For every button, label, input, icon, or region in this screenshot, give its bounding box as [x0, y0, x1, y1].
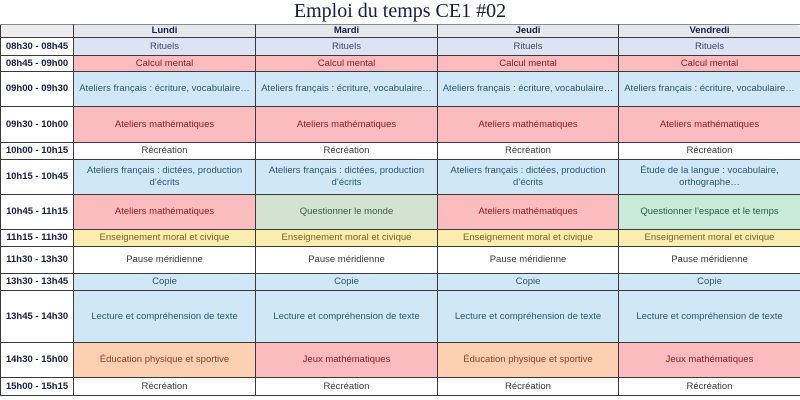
schedule-cell: Récréation — [619, 143, 800, 160]
table-row — [1, 230, 800, 247]
schedule-cell: Ateliers mathématiques — [74, 107, 256, 143]
schedule-cell: Récréation — [74, 378, 256, 396]
schedule-cell: Ateliers français : écriture, vocabulaire… — [619, 72, 800, 107]
schedule-cell: Éducation physique et sportive — [74, 343, 256, 378]
schedule-cell: Enseignement moral et civique — [256, 230, 438, 247]
schedule-cell: Copie — [619, 274, 800, 291]
table-row — [1, 72, 800, 107]
header-vendredi: Vendredi — [619, 25, 800, 38]
header-lundi: Lundi — [74, 25, 256, 38]
time-slot: 13h30 - 13h45 — [1, 274, 74, 291]
schedule-cell: Copie — [438, 274, 619, 291]
schedule-cell: Calcul mental — [256, 56, 438, 72]
header-corner — [1, 25, 74, 38]
schedule-cell: Rituels — [619, 38, 800, 56]
schedule-cell: Pause méridienne — [619, 247, 800, 274]
time-slot: 08h45 - 09h00 — [1, 56, 74, 72]
schedule-cell: Récréation — [438, 378, 619, 396]
time-slot: 14h30 - 15h00 — [1, 343, 74, 378]
schedule-cell: Éducation physique et sportive — [438, 343, 619, 378]
schedule-cell: Étude de la langue : vocabulaire, orthographe… — [619, 160, 800, 195]
table-row — [1, 143, 800, 160]
table-row — [1, 247, 800, 274]
time-slot: 10h15 - 10h45 — [1, 160, 74, 195]
schedule-cell: Ateliers français : écriture, vocabulaire… — [256, 72, 438, 107]
schedule-cell: Copie — [256, 274, 438, 291]
schedule-cell: Ateliers français : écriture, vocabulaire… — [438, 72, 619, 107]
schedule-cell: Ateliers français : dictées, production d’écrits — [256, 160, 438, 195]
schedule-cell: Ateliers français : dictées, production d’écrits — [74, 160, 256, 195]
schedule-cell: Enseignement moral et civique — [438, 230, 619, 247]
page-title: Emploi du temps CE1 #02 — [293, 0, 507, 22]
schedule-cell: Questionner le monde — [256, 195, 438, 230]
time-slot: 10h45 - 11h15 — [1, 195, 74, 230]
schedule-cell: Lecture et compréhension de texte — [438, 291, 619, 343]
schedule-cell: Ateliers français : écriture, vocabulaire… — [74, 72, 256, 107]
schedule-cell: Ateliers mathématiques — [438, 107, 619, 143]
schedule-cell: Calcul mental — [74, 56, 256, 72]
schedule-cell: Ateliers mathématiques — [256, 107, 438, 143]
time-slot: 09h00 - 09h30 — [1, 72, 74, 107]
schedule-cell: Récréation — [256, 378, 438, 396]
table-row — [1, 291, 800, 343]
time-slot: 08h30 - 08h45 — [1, 38, 74, 56]
table-row — [1, 160, 800, 195]
schedule-cell: Rituels — [438, 38, 619, 56]
schedule-cell: Calcul mental — [619, 56, 800, 72]
schedule-cell: Enseignement moral et civique — [619, 230, 800, 247]
schedule-cell: Récréation — [438, 143, 619, 160]
schedule-cell: Lecture et compréhension de texte — [619, 291, 800, 343]
table-row — [1, 274, 800, 291]
time-slot: 10h00 - 10h15 — [1, 143, 74, 160]
schedule-cell: Jeux mathématiques — [256, 343, 438, 378]
schedule-cell: Pause méridienne — [256, 247, 438, 274]
time-slot: 15h00 - 15h15 — [1, 378, 74, 396]
header-mardi: Mardi — [256, 25, 438, 38]
schedule-cell: Ateliers français : dictées, production d’écrits — [438, 160, 619, 195]
table-row — [1, 343, 800, 378]
table-row — [1, 378, 800, 396]
schedule-cell: Ateliers mathématiques — [619, 107, 800, 143]
schedule-cell: Questionner l’espace et le temps — [619, 195, 800, 230]
schedule-cell: Récréation — [256, 143, 438, 160]
schedule-cell: Rituels — [256, 38, 438, 56]
time-slot: 09h30 - 10h00 — [1, 107, 74, 143]
schedule-cell: Ateliers mathématiques — [438, 195, 619, 230]
table-row — [1, 195, 800, 230]
table-row — [1, 38, 800, 56]
table-row — [1, 107, 800, 143]
schedule-cell: Calcul mental — [438, 56, 619, 72]
time-slot: 11h30 - 13h30 — [1, 247, 74, 274]
time-slot: 11h15 - 11h30 — [1, 230, 74, 247]
table-row — [1, 56, 800, 72]
schedule-cell: Rituels — [74, 38, 256, 56]
schedule-cell: Pause méridienne — [438, 247, 619, 274]
schedule-cell: Pause méridienne — [74, 247, 256, 274]
header-jeudi: Jeudi — [438, 25, 619, 38]
schedule-cell: Récréation — [74, 143, 256, 160]
time-slot: 13h45 - 14h30 — [1, 291, 74, 343]
timetable — [0, 24, 800, 396]
schedule-cell: Lecture et compréhension de texte — [74, 291, 256, 343]
schedule-cell: Ateliers mathématiques — [74, 195, 256, 230]
schedule-cell: Récréation — [619, 378, 800, 396]
schedule-cell: Enseignement moral et civique — [74, 230, 256, 247]
schedule-cell: Copie — [74, 274, 256, 291]
schedule-cell: Lecture et compréhension de texte — [256, 291, 438, 343]
schedule-cell: Jeux mathématiques — [619, 343, 800, 378]
header-row — [1, 25, 800, 38]
